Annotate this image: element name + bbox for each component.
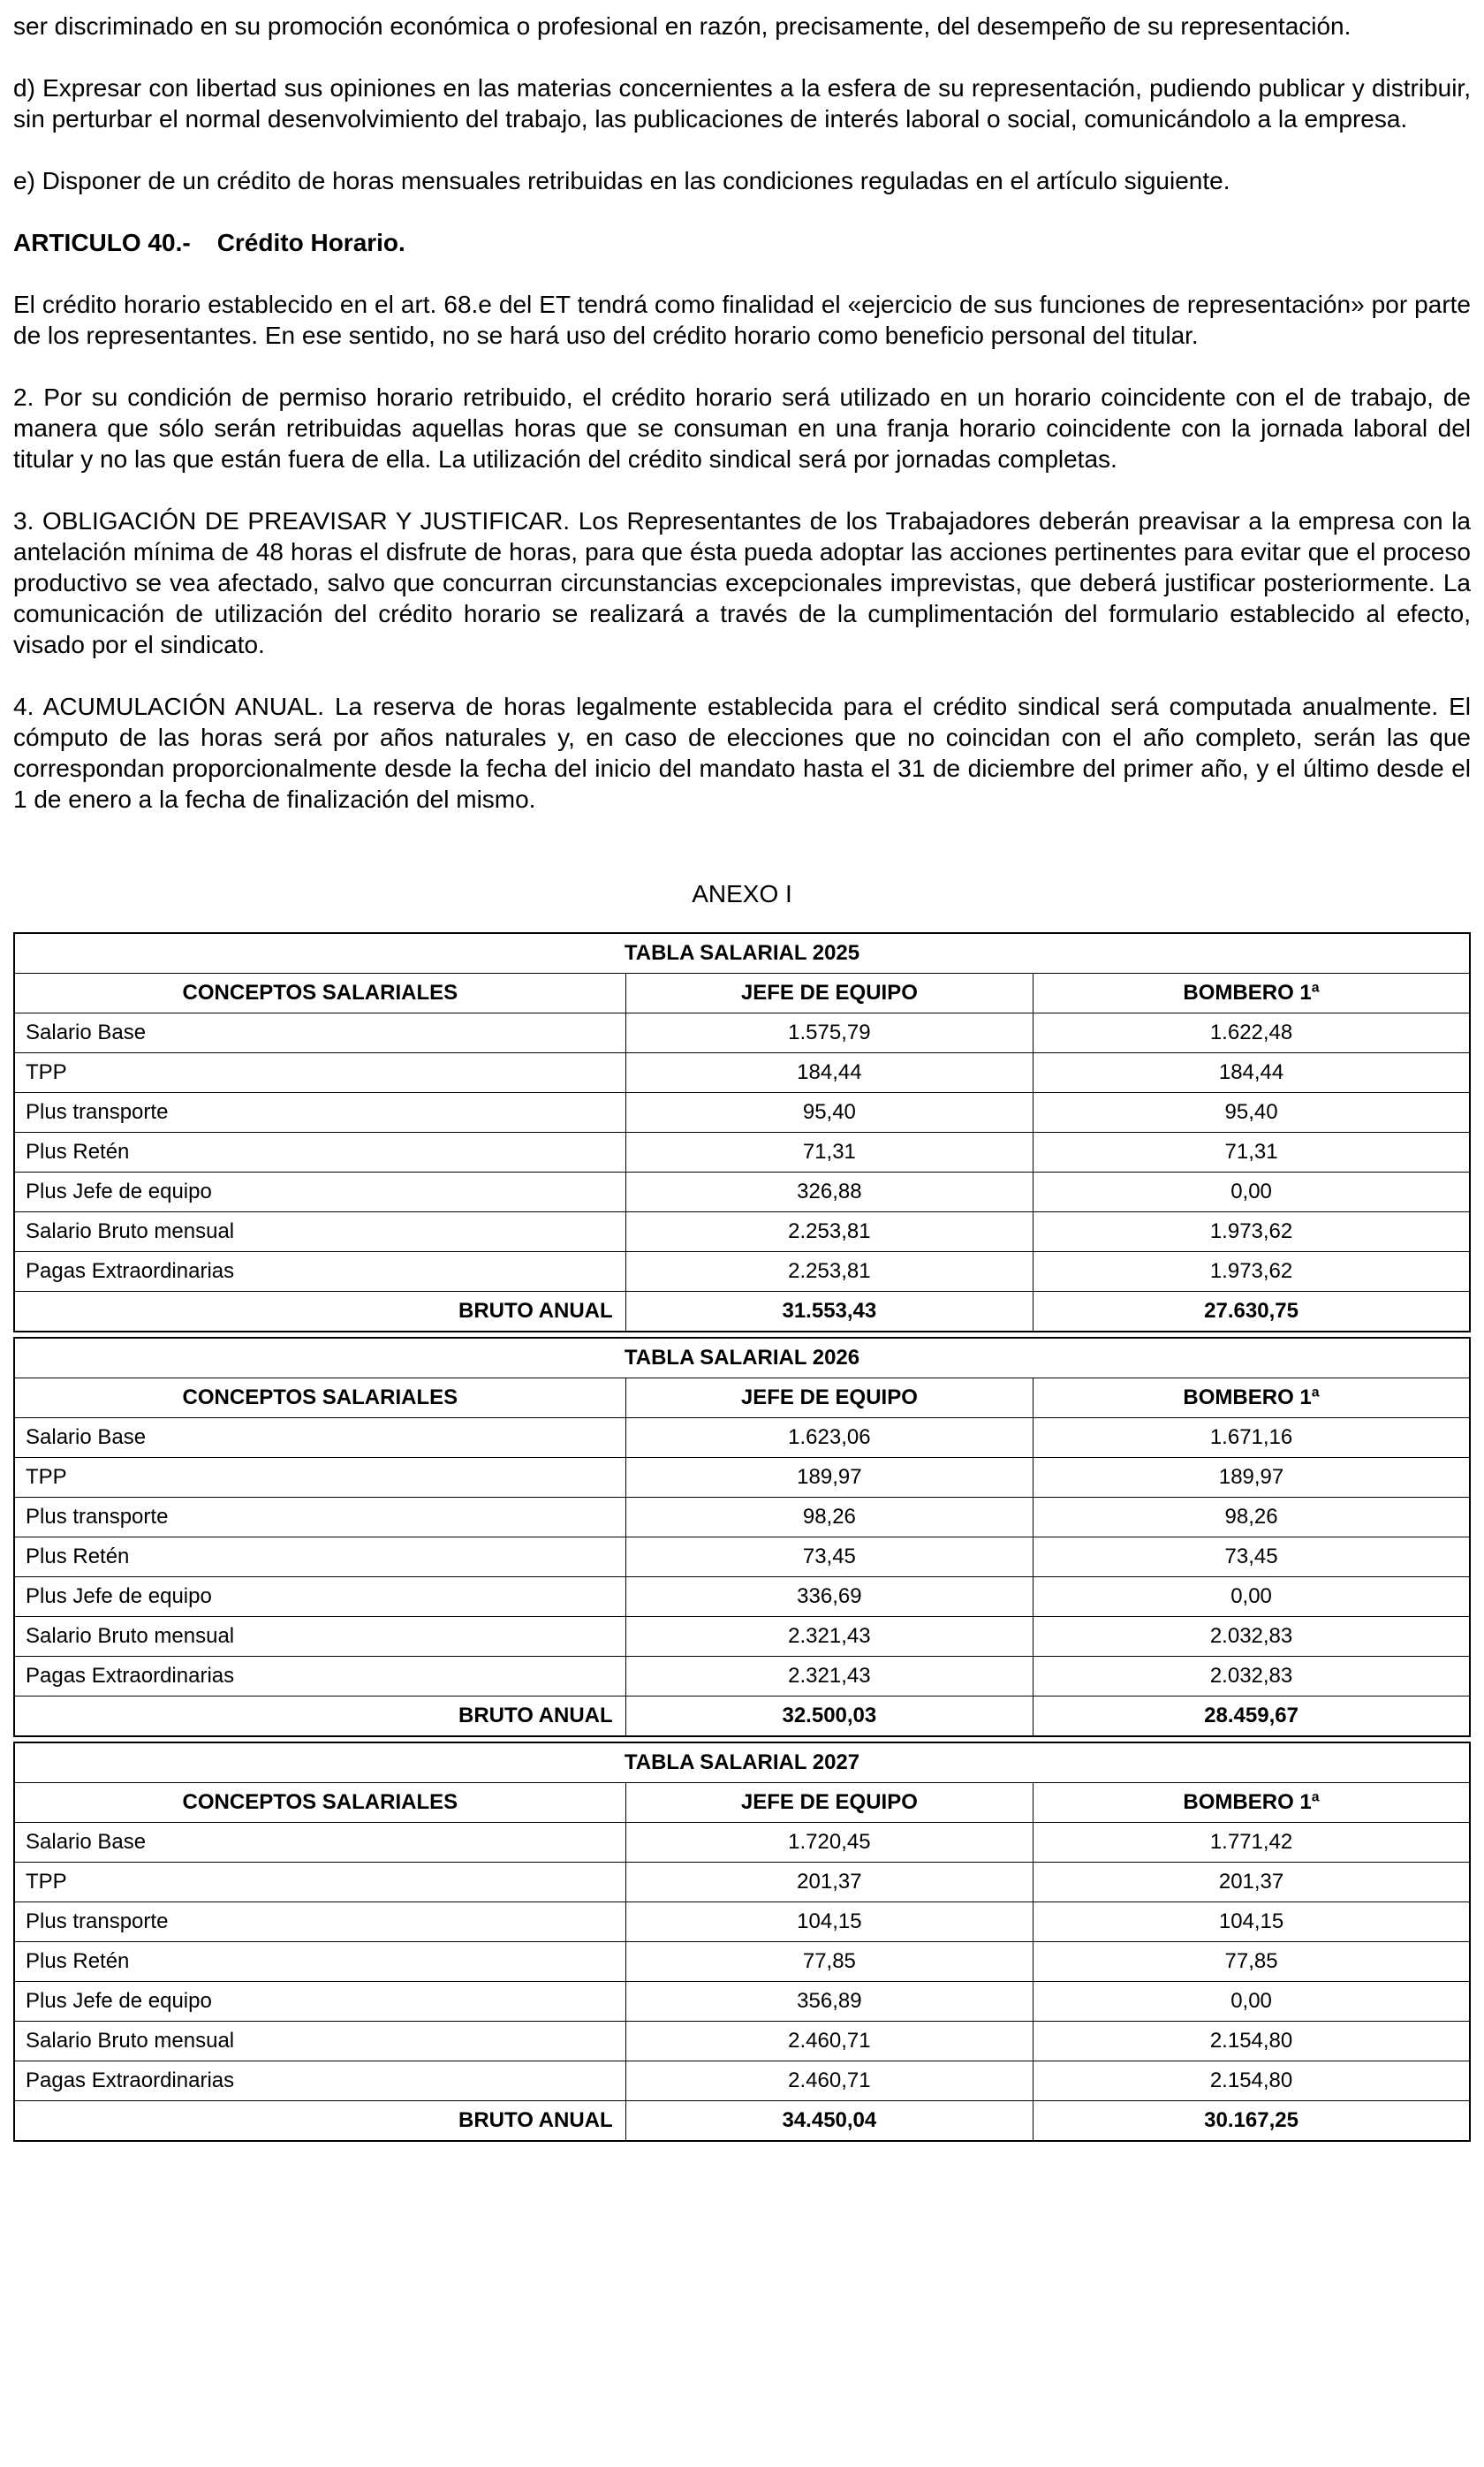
value-cell: 189,97 xyxy=(1034,1458,1470,1498)
value-cell: 98,26 xyxy=(1034,1498,1470,1537)
value-cell: 2.154,80 xyxy=(1034,2061,1470,2101)
total-value-cell: 28.459,67 xyxy=(1034,1697,1470,1737)
column-header-1: JEFE DE EQUIPO xyxy=(625,974,1033,1013)
value-cell: 1.575,79 xyxy=(625,1013,1033,1053)
table-row xyxy=(14,1212,1470,1252)
column-header-2: BOMBERO 1ª xyxy=(1034,974,1470,1013)
value-cell: 1.973,62 xyxy=(1034,1212,1470,1252)
article-number: ARTICULO 40.- xyxy=(13,229,191,256)
value-cell: 1.771,42 xyxy=(1034,1823,1470,1863)
table-row xyxy=(14,1823,1470,1863)
total-value-cell: 32.500,03 xyxy=(625,1697,1033,1737)
paragraph-7: 4. ACUMULACIÓN ANUAL. La reserva de horas legalmente establecida para el crédito sindical será computada anualmente. El cómputo de las horas será por años naturales y, en caso de elecciones que no coincidan con el año completo, serán las que correspondan proporcionalmente desde la fecha del inicio del mandato hasta el 31 de diciembre del primer año, y el último desde el 1 de enero a la fecha de finalización del mismo. xyxy=(13,693,1471,813)
concept-cell: TPP xyxy=(14,1863,625,1902)
value-cell: 2.460,71 xyxy=(625,2022,1033,2061)
concept-cell: Plus Retén xyxy=(14,1537,625,1577)
document-body xyxy=(13,11,1471,815)
table-row xyxy=(14,1863,1470,1902)
concept-cell: Salario Bruto mensual xyxy=(14,1212,625,1252)
concept-cell: Plus Jefe de equipo xyxy=(14,1982,625,2022)
total-label-cell: BRUTO ANUAL xyxy=(14,1697,625,1737)
column-header-0: CONCEPTOS SALARIALES xyxy=(14,974,625,1013)
value-cell: 73,45 xyxy=(625,1537,1033,1577)
value-cell: 184,44 xyxy=(625,1053,1033,1093)
value-cell: 2.321,43 xyxy=(625,1617,1033,1657)
value-cell: 201,37 xyxy=(625,1863,1033,1902)
table-header-row xyxy=(14,1378,1470,1418)
salary-table-2026 xyxy=(13,1337,1471,1737)
total-value-cell: 27.630,75 xyxy=(1034,1292,1470,1332)
table-row xyxy=(14,1537,1470,1577)
table-title-row xyxy=(14,1742,1470,1783)
column-header-1: JEFE DE EQUIPO xyxy=(625,1783,1033,1823)
salary-table-2027 xyxy=(13,1742,1471,2142)
table-row xyxy=(14,1617,1470,1657)
paragraph-4: El crédito horario establecido en el art. 68.e del ET tendrá como finalidad el «ejercicio de sus funciones de representación» por parte de los representantes. En ese sentido, no se hará uso del crédito horario como beneficio personal del titular. xyxy=(13,291,1471,349)
value-cell: 2.154,80 xyxy=(1034,2022,1470,2061)
paragraph-2: e) Disponer de un crédito de horas mensuales retribuidas en las condiciones reguladas en el artículo siguiente. xyxy=(13,167,1230,194)
total-value-cell: 31.553,43 xyxy=(625,1292,1033,1332)
value-cell: 1.623,06 xyxy=(625,1418,1033,1458)
salary-tables-section xyxy=(13,932,1471,2142)
value-cell: 2.032,83 xyxy=(1034,1657,1470,1697)
table-row xyxy=(14,1133,1470,1173)
value-cell: 2.253,81 xyxy=(625,1212,1033,1252)
table-header-row xyxy=(14,1783,1470,1823)
value-cell: 77,85 xyxy=(625,1942,1033,1982)
value-cell: 0,00 xyxy=(1034,1173,1470,1212)
table-title-row xyxy=(14,933,1470,974)
total-row xyxy=(14,1697,1470,1737)
table-header-row xyxy=(14,974,1470,1013)
concept-cell: Plus transporte xyxy=(14,1093,625,1133)
paragraph-6: 3. OBLIGACIÓN DE PREAVISAR Y JUSTIFICAR. Los Representantes de los Trabajadores deberán preavisar a la empresa con la antelación mínima de 48 horas el disfrute de horas, para que ésta pueda adoptar las acciones pertinentes para evitar que el proceso productivo se vea afectado, salvo que concurran circunstancias excepcionales imprevistas, que deberá justificar posteriormente. La comunicación de utilización del crédito horario se realizará a través de la cumplimentación del formulario establecido al efecto, visado por el sindicato. xyxy=(13,507,1471,658)
table-row xyxy=(14,1902,1470,1942)
value-cell: 184,44 xyxy=(1034,1053,1470,1093)
table-title: TABLA SALARIAL 2026 xyxy=(14,1338,1470,1378)
total-value-cell: 30.167,25 xyxy=(1034,2101,1470,2142)
value-cell: 95,40 xyxy=(1034,1093,1470,1133)
value-cell: 0,00 xyxy=(1034,1982,1470,2022)
value-cell: 95,40 xyxy=(625,1093,1033,1133)
concept-cell: Plus transporte xyxy=(14,1498,625,1537)
total-label-cell: BRUTO ANUAL xyxy=(14,2101,625,2142)
value-cell: 1.720,45 xyxy=(625,1823,1033,1863)
value-cell: 71,31 xyxy=(625,1133,1033,1173)
concept-cell: Pagas Extraordinarias xyxy=(14,1252,625,1292)
article-heading xyxy=(13,227,1471,258)
concept-cell: TPP xyxy=(14,1458,625,1498)
table-row xyxy=(14,1252,1470,1292)
table-row xyxy=(14,2061,1470,2101)
value-cell: 98,26 xyxy=(625,1498,1033,1537)
total-row xyxy=(14,1292,1470,1332)
concept-cell: Plus Jefe de equipo xyxy=(14,1173,625,1212)
table-title-row xyxy=(14,1338,1470,1378)
concept-cell: Plus Jefe de equipo xyxy=(14,1577,625,1617)
concept-cell: Plus Retén xyxy=(14,1942,625,1982)
value-cell: 336,69 xyxy=(625,1577,1033,1617)
column-header-2: BOMBERO 1ª xyxy=(1034,1783,1470,1823)
table-row xyxy=(14,1093,1470,1133)
value-cell: 2.032,83 xyxy=(1034,1617,1470,1657)
concept-cell: Salario Bruto mensual xyxy=(14,2022,625,2061)
table-row xyxy=(14,1982,1470,2022)
total-row xyxy=(14,2101,1470,2142)
total-value-cell: 34.450,04 xyxy=(625,2101,1033,2142)
article-title: Crédito Horario. xyxy=(216,229,405,256)
table-row xyxy=(14,1418,1470,1458)
concept-cell: Plus Retén xyxy=(14,1133,625,1173)
table-row xyxy=(14,1498,1470,1537)
value-cell: 189,97 xyxy=(625,1458,1033,1498)
concept-cell: Salario Base xyxy=(14,1013,625,1053)
table-row xyxy=(14,1053,1470,1093)
value-cell: 1.671,16 xyxy=(1034,1418,1470,1458)
paragraph-1: d) Expresar con libertad sus opiniones en las materias concernientes a la esfera de su representación, pudiendo publicar y distribuir, sin perturbar el normal desenvolvimiento del trabajo, las publicaciones de interés laboral o social, comunicándolo a la empresa. xyxy=(13,74,1471,133)
concept-cell: Salario Base xyxy=(14,1418,625,1458)
value-cell: 201,37 xyxy=(1034,1863,1470,1902)
value-cell: 77,85 xyxy=(1034,1942,1470,1982)
table-title: TABLA SALARIAL 2025 xyxy=(14,933,1470,974)
value-cell: 326,88 xyxy=(625,1173,1033,1212)
value-cell: 1.973,62 xyxy=(1034,1252,1470,1292)
paragraph-0: ser discriminado en su promoción económica o profesional en razón, precisamente, del desempeño de su representación. xyxy=(13,12,1352,40)
total-label-cell: BRUTO ANUAL xyxy=(14,1292,625,1332)
value-cell: 2.460,71 xyxy=(625,2061,1033,2101)
value-cell: 104,15 xyxy=(1034,1902,1470,1942)
column-header-2: BOMBERO 1ª xyxy=(1034,1378,1470,1418)
table-row xyxy=(14,1173,1470,1212)
value-cell: 73,45 xyxy=(1034,1537,1470,1577)
concept-cell: Pagas Extraordinarias xyxy=(14,1657,625,1697)
concept-cell: Salario Base xyxy=(14,1823,625,1863)
table-row xyxy=(14,2022,1470,2061)
value-cell: 356,89 xyxy=(625,1982,1033,2022)
value-cell: 1.622,48 xyxy=(1034,1013,1470,1053)
table-title: TABLA SALARIAL 2027 xyxy=(14,1742,1470,1783)
paragraph-5: 2. Por su condición de permiso horario retribuido, el crédito horario será utilizado en un horario coincidente con el de trabajo, de manera que sólo serán retribuidas aquellas horas que se consuman en una franja horario coincidente con la jornada laboral del titular y no las que están fuera de ella. La utilización del crédito sindical será por jornadas completas. xyxy=(13,383,1471,473)
value-cell: 2.321,43 xyxy=(625,1657,1033,1697)
table-row xyxy=(14,1577,1470,1617)
table-row xyxy=(14,1013,1470,1053)
table-row xyxy=(14,1657,1470,1697)
salary-table-2025 xyxy=(13,932,1471,1332)
value-cell: 0,00 xyxy=(1034,1577,1470,1617)
value-cell: 104,15 xyxy=(625,1902,1033,1942)
column-header-0: CONCEPTOS SALARIALES xyxy=(14,1783,625,1823)
concept-cell: Plus transporte xyxy=(14,1902,625,1942)
annex-title: ANEXO I xyxy=(692,880,792,907)
column-header-0: CONCEPTOS SALARIALES xyxy=(14,1378,625,1418)
value-cell: 71,31 xyxy=(1034,1133,1470,1173)
concept-cell: TPP xyxy=(14,1053,625,1093)
table-row xyxy=(14,1458,1470,1498)
table-row xyxy=(14,1942,1470,1982)
concept-cell: Pagas Extraordinarias xyxy=(14,2061,625,2101)
column-header-1: JEFE DE EQUIPO xyxy=(625,1378,1033,1418)
concept-cell: Salario Bruto mensual xyxy=(14,1617,625,1657)
value-cell: 2.253,81 xyxy=(625,1252,1033,1292)
